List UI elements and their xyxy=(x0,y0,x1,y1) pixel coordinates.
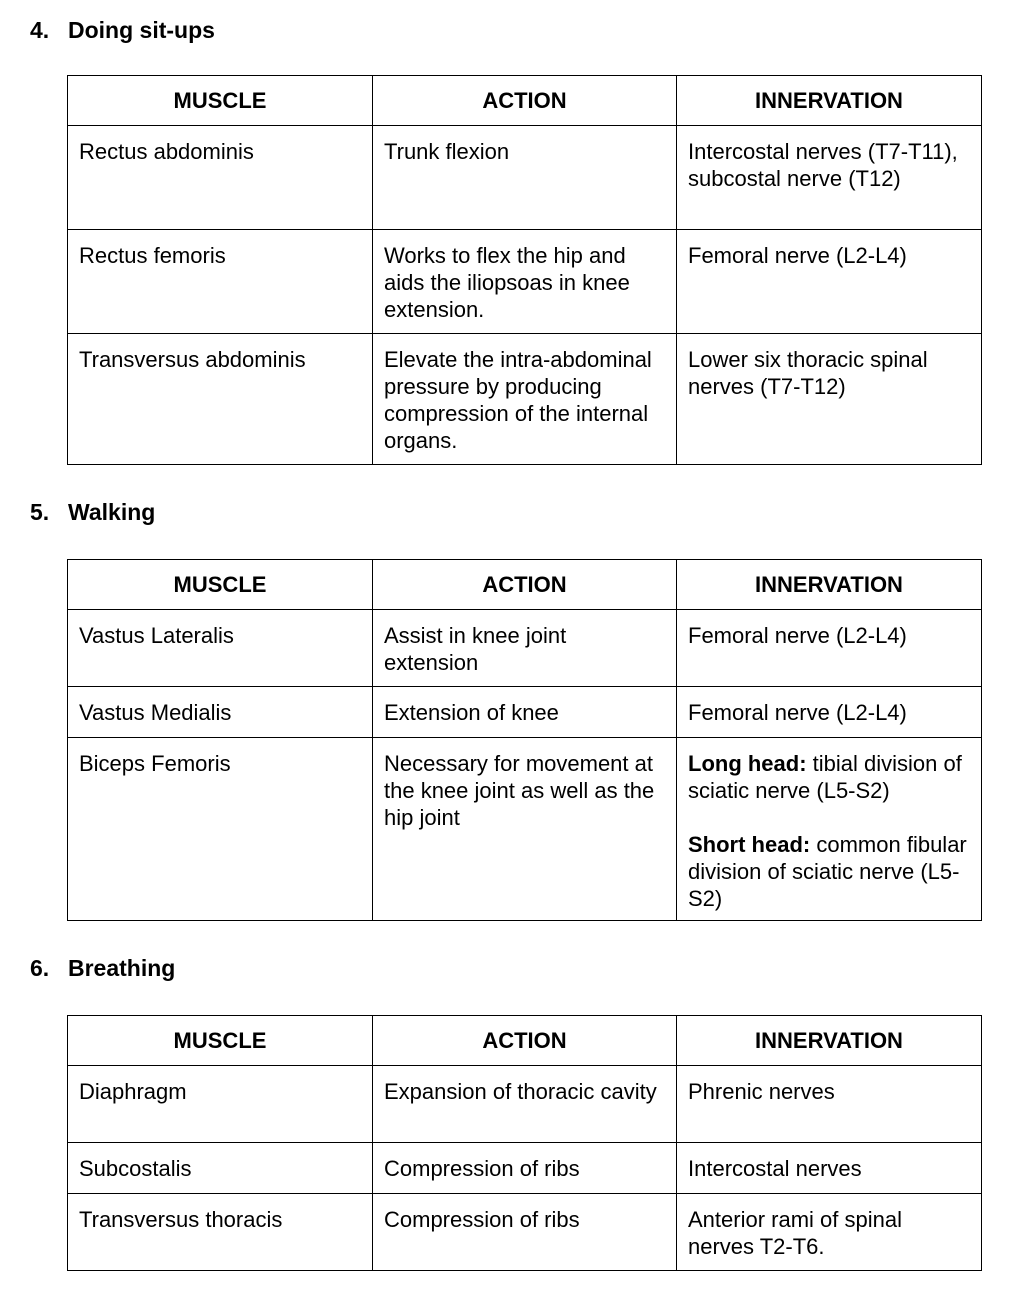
innervation-cell: Femoral nerve (L2-L4) xyxy=(677,687,982,738)
action-cell: Assist in knee joint extension xyxy=(373,610,677,687)
walking-table xyxy=(67,559,982,921)
header-innervation: INNERVATION xyxy=(677,560,982,610)
short-head-text: common fibular division of sciatic nerve (L5-S2) xyxy=(688,832,967,911)
muscle-cell: Transversus abdominis xyxy=(68,334,373,465)
short-head-note xyxy=(688,831,971,912)
muscle-cell: Transversus thoracis xyxy=(68,1194,373,1271)
muscle-cell: Vastus Medialis xyxy=(68,687,373,738)
table-row xyxy=(68,1194,982,1271)
action-cell: Works to flex the hip and aids the iliopsoas in knee extension. xyxy=(373,230,677,334)
long-head-label: Long head: xyxy=(688,751,807,776)
muscle-cell: Rectus femoris xyxy=(68,230,373,334)
innervation-cell: Intercostal nerves xyxy=(677,1143,982,1194)
section-heading-sit-ups: 4. Doing sit-ups xyxy=(30,17,215,43)
table-row xyxy=(68,687,982,738)
table-row xyxy=(68,1143,982,1194)
action-cell: Elevate the intra-abdominal pressure by producing compression of the internal organs. xyxy=(373,334,677,465)
long-head-note xyxy=(688,750,971,804)
innervation-cell: Femoral nerve (L2-L4) xyxy=(677,230,982,334)
table-header-row xyxy=(68,1016,982,1066)
muscle-cell: Biceps Femoris xyxy=(68,738,373,921)
muscle-cell: Subcostalis xyxy=(68,1143,373,1194)
header-innervation: INNERVATION xyxy=(677,76,982,126)
innervation-cell: Femoral nerve (L2-L4) xyxy=(677,610,982,687)
breathing-table xyxy=(67,1015,982,1271)
header-action: ACTION xyxy=(373,76,677,126)
table-row xyxy=(68,610,982,687)
innervation-cell: Intercostal nerves (T7-T11), subcostal nerve (T12) xyxy=(677,126,982,230)
innervation-cell: Anterior rami of spinal nerves T2-T6. xyxy=(677,1194,982,1271)
sit-ups-table xyxy=(67,75,982,465)
section-heading-walking: 5. Walking xyxy=(30,499,156,525)
table-row xyxy=(68,334,982,465)
header-action: ACTION xyxy=(373,560,677,610)
table-row xyxy=(68,738,982,921)
action-cell: Expansion of thoracic cavity xyxy=(373,1066,677,1143)
table-row xyxy=(68,126,982,230)
header-action: ACTION xyxy=(373,1016,677,1066)
short-head-label: Short head: xyxy=(688,832,811,857)
header-muscle: MUSCLE xyxy=(68,1016,373,1066)
table-row xyxy=(68,1066,982,1143)
table-header-row xyxy=(68,560,982,610)
muscle-cell: Diaphragm xyxy=(68,1066,373,1143)
table-header-row xyxy=(68,76,982,126)
action-cell: Trunk flexion xyxy=(373,126,677,230)
innervation-cell: Phrenic nerves xyxy=(677,1066,982,1143)
header-muscle: MUSCLE xyxy=(68,560,373,610)
header-innervation: INNERVATION xyxy=(677,1016,982,1066)
muscle-cell: Vastus Lateralis xyxy=(68,610,373,687)
action-cell: Compression of ribs xyxy=(373,1143,677,1194)
long-head-text: tibial division of sciatic nerve (L5-S2) xyxy=(688,751,962,803)
innervation-cell xyxy=(677,738,982,921)
innervation-cell: Lower six thoracic spinal nerves (T7-T12) xyxy=(677,334,982,465)
action-cell: Compression of ribs xyxy=(373,1194,677,1271)
table-row xyxy=(68,230,982,334)
action-cell: Extension of knee xyxy=(373,687,677,738)
action-cell: Necessary for movement at the knee joint as well as the hip joint xyxy=(373,738,677,921)
muscle-cell: Rectus abdominis xyxy=(68,126,373,230)
section-heading-breathing: 6. Breathing xyxy=(30,955,176,981)
header-muscle: MUSCLE xyxy=(68,76,373,126)
